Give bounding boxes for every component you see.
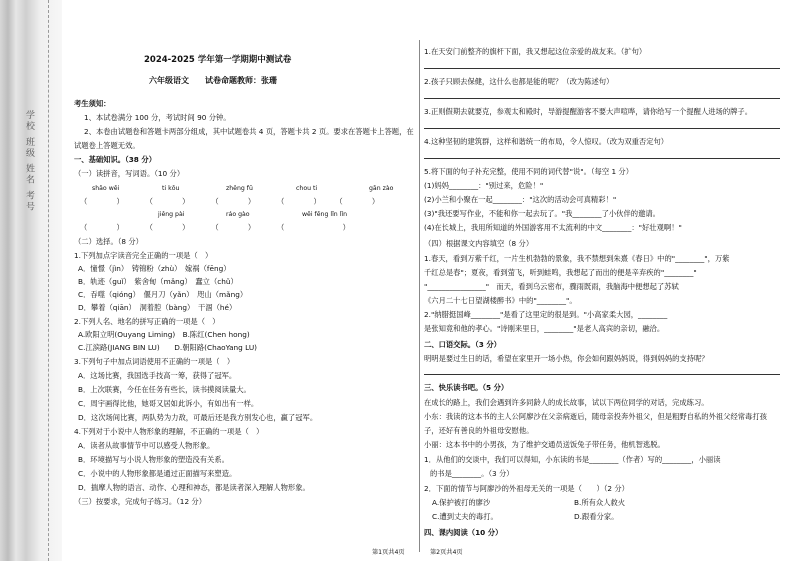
pinyin: chou ti bbox=[296, 185, 318, 192]
option: B．环境描写与小说人物形象的塑造没有关系。 bbox=[78, 455, 229, 464]
option: C．小说中的人物形象都是通过正面描写来塑造。 bbox=[78, 469, 237, 478]
option: D．揣摩人物的语言、动作、心理和神态，都是读者深入理解人物形象。 bbox=[78, 483, 310, 492]
option: C.遭到丈夫的毒打。 bbox=[432, 512, 498, 521]
fill-line: "________________" 而天，看到乌云密布，骤雨既雨，我脑海中便想起了苏轼 bbox=[424, 282, 679, 291]
paragraph: 子，还好有善良的外祖母安慰他。 bbox=[424, 426, 534, 435]
question-stem: 4.下列对于小说中人物形象的理解，不正确的一项是（ ） bbox=[74, 427, 264, 436]
notice-heading: 考生须知： bbox=[74, 99, 111, 108]
fill-line: 千红总是春"；夏夜，看到萤飞，听到蛙鸣，我想起了而出的便是辛弃疾的"________" bbox=[424, 268, 697, 277]
option: C.江滨路(JIANG BIN LU) D.朝阳路(ChaoYang LU) bbox=[78, 343, 258, 352]
option: C．吞噬（qióng） 偃月刀（yǎn） 咫山（mǎng） bbox=[78, 290, 248, 299]
fill-line: (1)妈妈________："别过来，危险！" bbox=[424, 181, 544, 190]
question: 2．下面的情节与阿廖沙的外祖母无关的一项是（ ）（2 分） bbox=[424, 484, 629, 493]
paragraph: 在成长的路上，我们会遇到许多同龄人的成长故事，试以下两位同学的对话，完成练习。 bbox=[424, 398, 709, 407]
option: A．这场比赛，我国选手技高一筹，获得了冠军。 bbox=[78, 371, 237, 380]
option: D．这次场间比赛，两队势为力敌，可最后还是我方别发心也，赢了冠军。 bbox=[78, 413, 318, 422]
option: A．憧憬（jìn） 铸锦粉（zhù） 嫁祸（fēng） bbox=[78, 264, 231, 273]
notice-line: 1、本试卷满分 100 分，考试时间 90 分钟。 bbox=[84, 113, 231, 122]
option: A.欧阳立明(Ouyang Liming) B.陈红(Chen hong) bbox=[78, 330, 250, 339]
binding-text: 学校 班级 姓名 考号 bbox=[24, 110, 34, 213]
question: 1.在天安门前整齐的旗杆下面，我又想起这位亲爱的战友来。（扩句） bbox=[424, 47, 647, 56]
option: A．读者从故事情节中可以感受人物形象。 bbox=[78, 441, 215, 450]
option: B.所有众人救火 bbox=[574, 498, 626, 507]
fill-line: 1.春天，看到万紫千红，一片生机勃勃的景象，我不禁想到朱熹《春日》中的"________"，万紫 bbox=[424, 254, 730, 263]
answer-line bbox=[424, 128, 780, 129]
page-number-left: 第1页共4页 bbox=[372, 549, 405, 556]
pinyin: ti kōu bbox=[162, 185, 180, 192]
option: D．攀着（qiān） 洞着腔（bàng） 干涸（hé） bbox=[78, 303, 237, 312]
question: 3.正则假期去就要克，参观太和殿时，导游提醒游客不要大声喧哗，请你给写一个提醒人进场的牌子。 bbox=[424, 107, 753, 116]
question: 的书是________。（3 分） bbox=[430, 469, 514, 478]
section3-heading: 三、快乐读书吧。（5 分） bbox=[424, 383, 509, 392]
question-stem: 2.下列人名、地名的拼写正确的一项是（ ） bbox=[74, 317, 220, 326]
option: C．周宇画得比他，她哥又居如此诉小，有如出有一样。 bbox=[78, 399, 259, 408]
pinyin: shāo wēi bbox=[92, 185, 120, 192]
q3-heading: （三）按要求，完成句子练习。（12 分） bbox=[74, 497, 207, 506]
q2-heading: （二）选择。（8 分） bbox=[74, 237, 143, 246]
answer-line bbox=[424, 68, 780, 69]
answer-line bbox=[424, 158, 780, 159]
fill-line: (3)"我还要写作业，不能和你一起去玩了。"我________了小伙伴的邀请。 bbox=[424, 209, 660, 218]
option: A.保护被打的廖沙 bbox=[432, 498, 491, 507]
notice-line: 试题卷上答题无效。 bbox=[74, 141, 140, 150]
binding-margin bbox=[0, 0, 62, 561]
fill-line: 《六月二十七日望湖楼醉书》中的"________"。 bbox=[424, 296, 577, 305]
section4-heading: 四、课内阅读（10 分） bbox=[424, 528, 503, 537]
option: B．轨迹（guǐ） 紫舍甸（mǎng） 蠢立（chǔ） bbox=[78, 277, 238, 286]
notice-line: 2、本卷由试题卷和答题卡两部分组成，其中试题卷共 4 页，答题卡共 2 页。要求在答题卡上答题，在 bbox=[84, 127, 414, 136]
question-stem: 5.将下面的句子补充完整，使用不同的词代替"说"。（每空 1 分） bbox=[424, 167, 634, 176]
binding-cut-line bbox=[48, 0, 49, 561]
question: 1．从他们的交谈中，我们可以得知，小东读的书是________（作者）写的________，小丽读 bbox=[424, 455, 721, 464]
answer-box: （ ） （ ） （ ） （ ） （ ） bbox=[80, 197, 380, 206]
option: D.跟看分家。 bbox=[574, 512, 619, 521]
pinyin: ráo gào bbox=[226, 211, 250, 218]
fill-line: (4)在长城上，我用所知道的外国游客用不太流利的中文________："好壮观啊！" bbox=[424, 223, 682, 232]
section2-heading: 二、口语交际。（3 分） bbox=[424, 340, 501, 349]
question: 4.这种坚韧的建筑群，这样和谐统一的布局，令人惊叹。（改为双重否定句） bbox=[424, 137, 669, 146]
pinyin: wēi fēng lǐn lǐn bbox=[302, 211, 348, 218]
page-divider bbox=[419, 40, 420, 552]
page-number-right: 第2页共4页 bbox=[430, 549, 463, 556]
pinyin: jiěng pài bbox=[158, 211, 185, 218]
q4-heading: （四）根据课文内容填空（8 分） bbox=[424, 239, 534, 248]
question-stem: 3.下列句子中加点词语使用不正确的一项是（ ） bbox=[74, 357, 235, 366]
fill-line: 2."纳腊挺国峰________"是看了这里定的很是到。"小高家柔大园，________ bbox=[424, 310, 668, 319]
section1-heading: 一、基础知识。（38 分） bbox=[74, 155, 157, 164]
section2-text: 明明是要过生日的话，希望在家里开一场小热，你会如何跟妈妈说，得到妈妈的支持呢？ bbox=[424, 354, 709, 363]
pinyin: zhěng fū bbox=[226, 185, 253, 192]
question: 2.孩子只顾去保健，这什么也都是能的呢？（改为陈述句） bbox=[424, 77, 614, 86]
answer-line bbox=[424, 98, 780, 99]
fill-line: 是张知竟和他的孝心。"诗刚来里日，________"是老人高宾的亲切，融洽。 bbox=[424, 324, 665, 333]
exam-title: 2024-2025 学年第一学期期中测试卷 bbox=[144, 55, 292, 65]
q1-heading: （一）读拼音，写词语。（10 分） bbox=[74, 169, 185, 178]
paragraph: 小丽：这本书中的小男孩，为了维护交通员送饭兔子带任务，他机智逃脱。 bbox=[424, 440, 665, 449]
answer-line bbox=[424, 374, 780, 375]
fill-line: (2)小兰和小聚在一起________："这次的活动会可真精彩！" bbox=[424, 195, 617, 204]
answer-box: （ ） （ ） （ ） （ ） bbox=[80, 223, 350, 232]
pinyin: gān zào bbox=[369, 185, 394, 192]
question-stem: 1.下列加点字读音完全正确的一项是（ ） bbox=[74, 251, 213, 260]
paragraph: 小东：我读的这本书的主人公阿廖沙在父亲病逝后，随母亲投奔外祖父，但是粗野自私的外祖父经常毒打孩 bbox=[424, 412, 767, 421]
exam-subtitle: 六年级语文 试卷命题教师：张珊 bbox=[149, 76, 277, 85]
option: B．上次联赛，今任在任务有些长，读书摸阅读量大。 bbox=[78, 385, 251, 394]
